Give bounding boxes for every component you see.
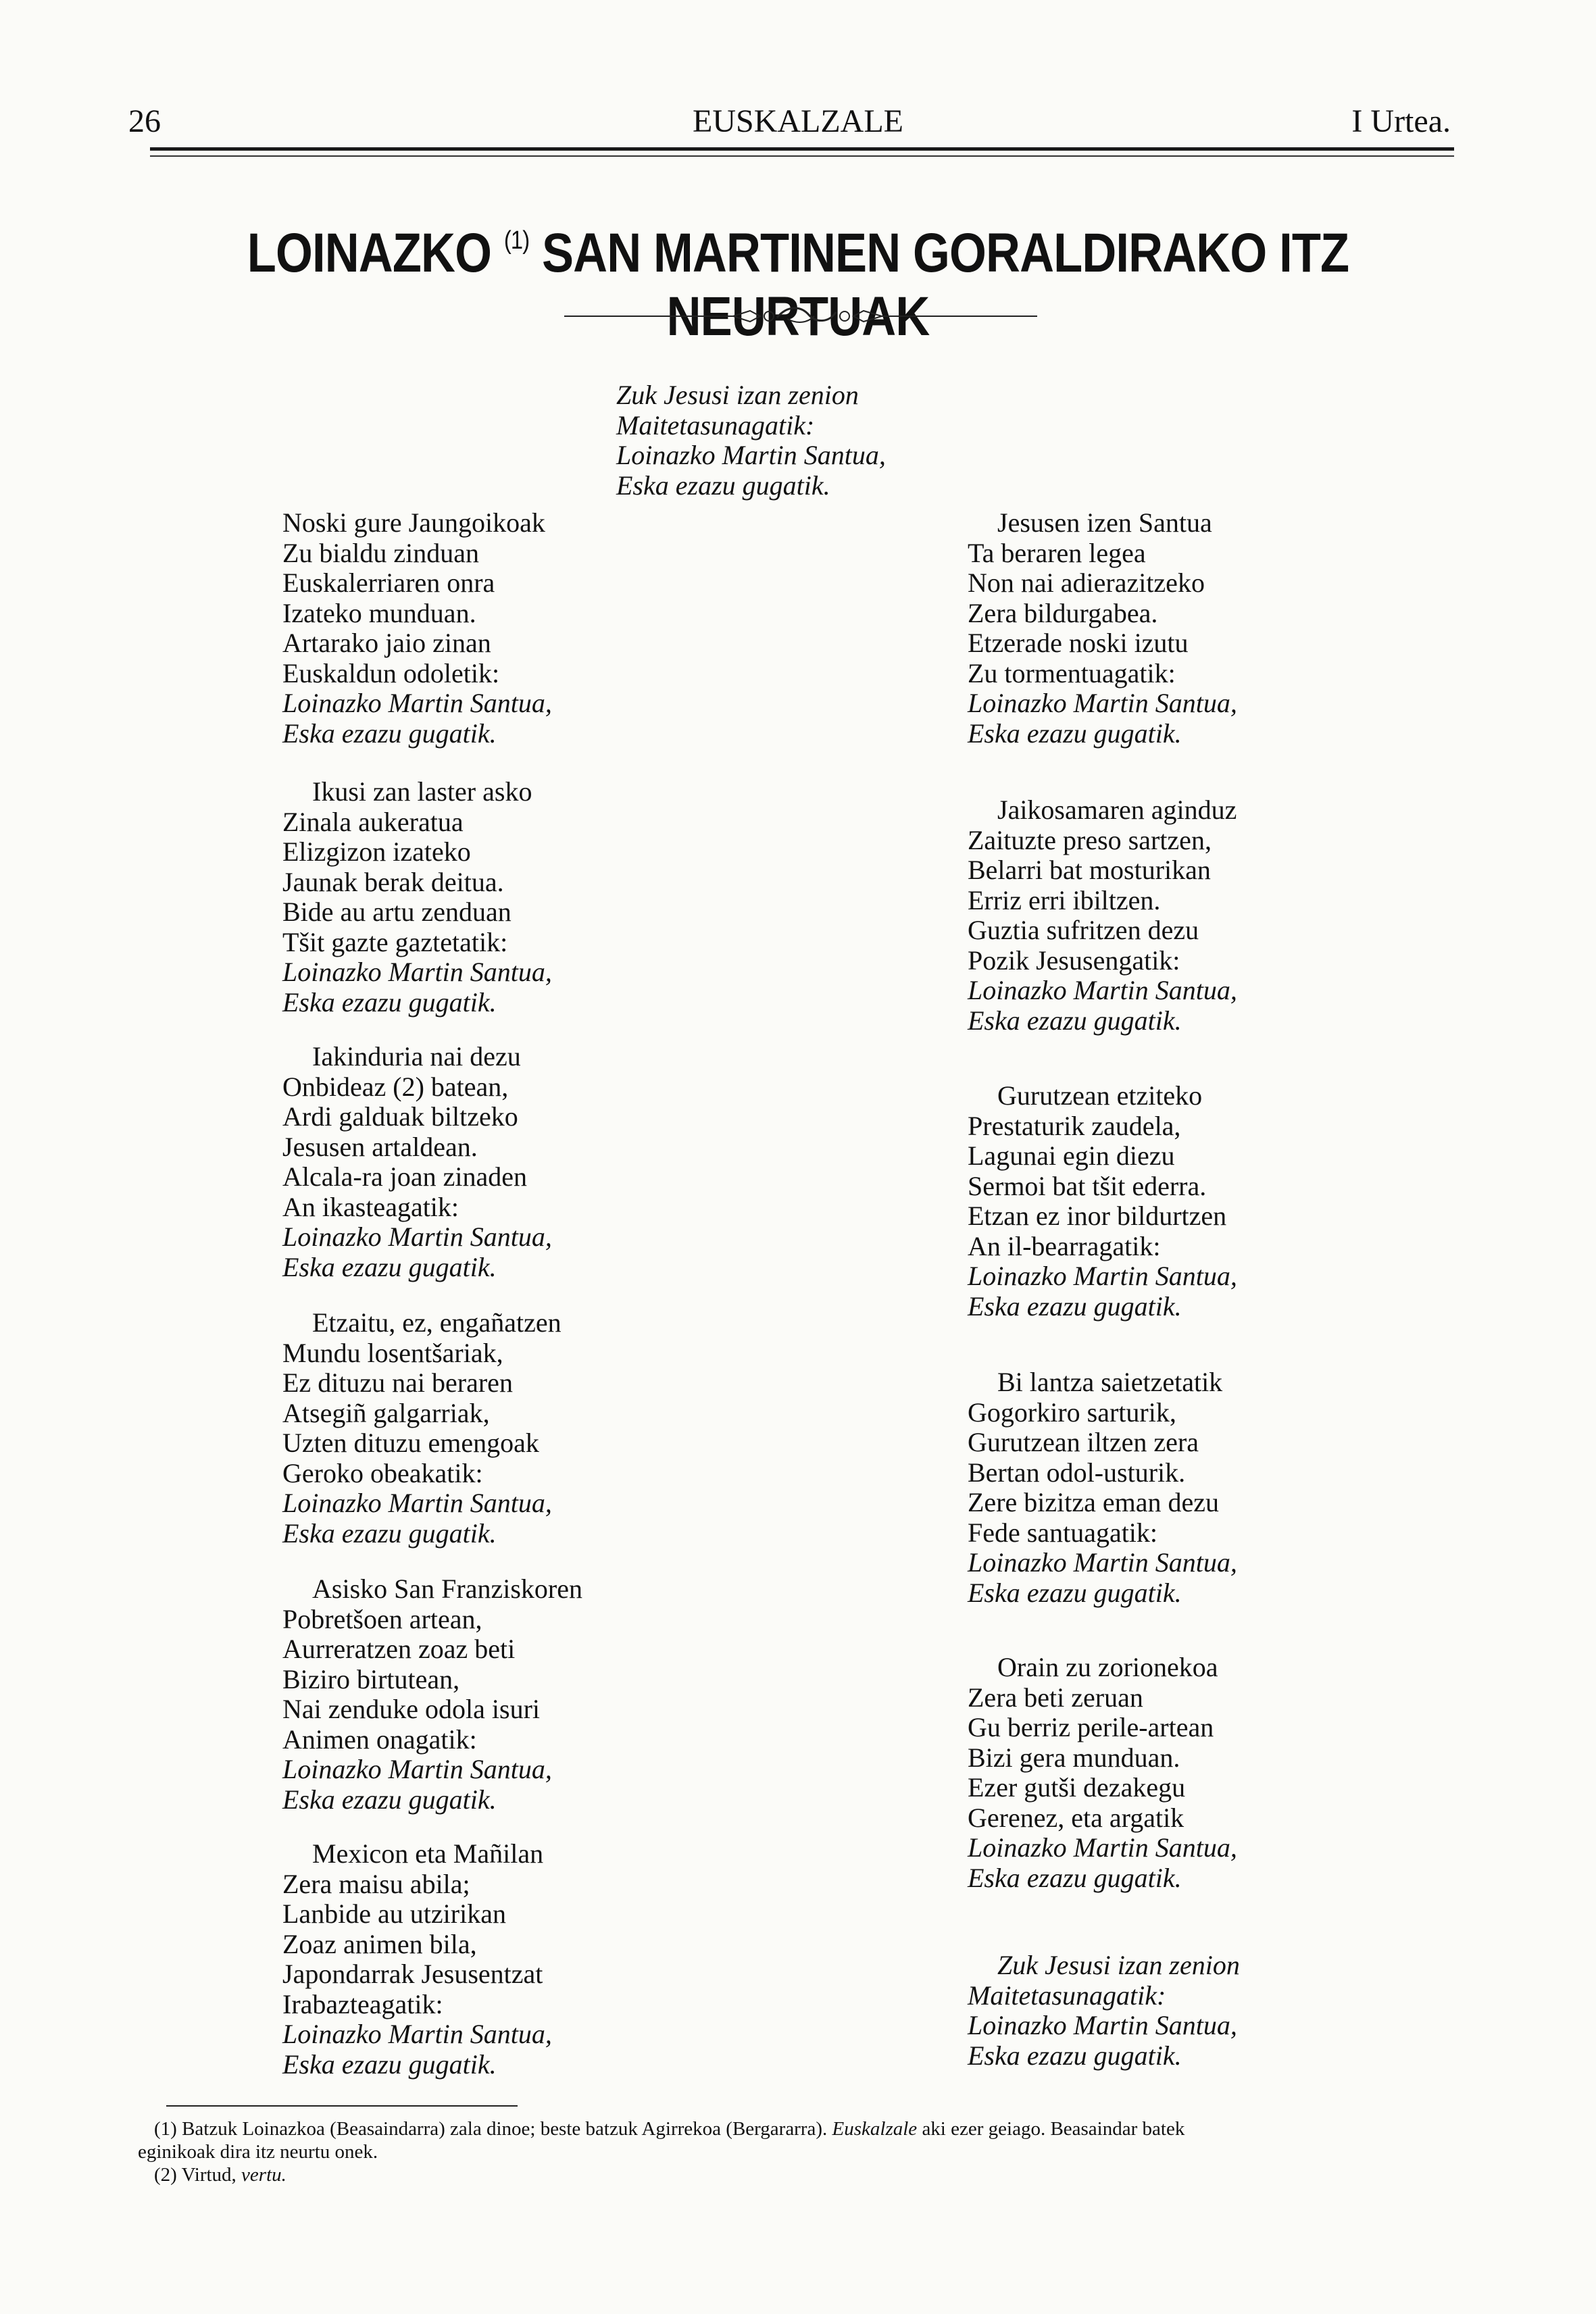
verse-line: Jaunak berak deitua. (282, 866, 504, 897)
verse-line: Jesusen izen Santua (997, 507, 1212, 538)
verse-line: Geroko obeakatik: (282, 1457, 483, 1488)
verse-line: Zinala aukeratua (282, 806, 464, 837)
footnote-1 (154, 2117, 1184, 2140)
verse-line: Mundu losentšariak, (282, 1337, 503, 1368)
footnote-text: Virtud, (181, 2164, 236, 2186)
footnote-2 (154, 2163, 286, 2186)
verse-line: Uzten dituzu emengoak (282, 1428, 539, 1458)
refrain-line: Eska ezazu gugatik. (282, 1517, 497, 1549)
verse-line: Japondarrak Jesusentzat (282, 1959, 543, 1989)
verse-line: Zoaz animen bila, (282, 1928, 477, 1959)
verse-line: Mexicon eta Mañilan (312, 1838, 544, 1869)
stanza-right-2 (968, 795, 1237, 1036)
refrain-line: Eska ezazu gugatik. (968, 1005, 1182, 1036)
verse-line: Gogorkiro sarturik, (968, 1397, 1176, 1428)
refrain-line: Loinazko Martin Santua, (282, 1222, 552, 1252)
verse-line: Lanbide au utzirikan (282, 1898, 506, 1929)
verse-line: Alcala-ra joan zinaden (282, 1161, 528, 1192)
verse-line: Zuk Jesusi izan zenion (616, 380, 859, 410)
refrain-line: Loinazko Martin Santua, (968, 688, 1237, 718)
footnote-rule (166, 2105, 518, 2107)
refrain-line: Eska ezazu gugatik. (968, 1577, 1182, 1608)
footnote-text: vertu. (241, 2164, 286, 2186)
header-rule-thin (150, 155, 1454, 157)
refrain-line: Loinazko Martin Santua, (282, 1754, 552, 1784)
stanza-left-4 (282, 1308, 562, 1549)
verse-line: Euskalerriaren onra (282, 568, 495, 598)
title-note-marker: (1) (503, 226, 530, 255)
verse-line: Prestaturik zaudela, (968, 1110, 1181, 1141)
verse-line: Zera bildurgabea. (968, 597, 1158, 628)
stanza-left-6 (282, 1839, 552, 2080)
refrain-line: Loinazko Martin Santua, (282, 688, 552, 718)
verse-line: Zera beti zeruan (968, 1682, 1143, 1713)
verse-line: Iakinduria nai dezu (312, 1041, 521, 1072)
verse-line: Guztia sufritzen dezu (968, 915, 1199, 945)
verse-line: Ta beraren legea (968, 537, 1146, 568)
verse-line: Euskaldun odoletik: (282, 657, 500, 688)
page-number: 26 (128, 103, 161, 139)
refrain-line: Loinazko Martin Santua, (282, 957, 552, 987)
verse-line: Gerenez, eta argatik (968, 1802, 1184, 1833)
footnote-text: Batzuk Loinazkoa (Beasaindarra) zala dinoe; beste batzuk Agirrekoa (Bergararra). (182, 2118, 828, 2140)
verse-line: Zera maisu abila; (282, 1868, 470, 1899)
verse-line: Ikusi zan laster asko (312, 776, 532, 807)
verse-line: Izateko munduan. (282, 597, 476, 628)
footnote-1-cont (138, 2140, 378, 2163)
ornament-divider (564, 303, 1037, 330)
refrain-line: Eska ezazu gugatik. (282, 718, 497, 749)
verse-line: Zere bizitza eman dezu (968, 1487, 1219, 1517)
verse-line: Ezer gutši dezakegu (968, 1772, 1186, 1803)
stanza-left-2 (282, 777, 552, 1017)
refrain-line: Eska ezazu gugatik. (968, 2040, 1182, 2071)
refrain-line: Loinazko Martin Santua, (968, 1832, 1237, 1863)
verse-line: Pobretšoen artean, (282, 1603, 482, 1634)
refrain-line: Eska ezazu gugatik. (968, 1290, 1182, 1322)
verse-line: Nai zenduke odola isuri (282, 1694, 540, 1724)
verse-line: Onbideaz (2) batean, (282, 1071, 509, 1102)
verse-line: Eska ezazu gugatik. (616, 470, 830, 501)
refrain-line: Eska ezazu gugatik. (282, 1251, 497, 1282)
refrain-line: Eska ezazu gugatik. (282, 1784, 497, 1815)
verse-line: Etzan ez inor bildurtzen (968, 1201, 1227, 1231)
footnote-marker: (1) (154, 2118, 177, 2140)
verse-line: Bizi gera munduan. (968, 1742, 1180, 1773)
refrain-line: Eska ezazu gugatik. (282, 2048, 497, 2080)
verse-line: Aurreratzen zoaz beti (282, 1634, 516, 1664)
stanza-left-3 (282, 1042, 552, 1282)
stanza-right-6 (968, 1951, 1240, 2071)
verse-line: Zaituzte preso sartzen, (968, 824, 1212, 855)
verse-line: Orain zu zorionekoa (997, 1652, 1218, 1682)
verse-line: Asisko San Franziskoren (312, 1574, 582, 1604)
verse-line: Etzaitu, ez, engañatzen (312, 1307, 562, 1338)
verse-line: Noski gure Jaungoikoak (282, 507, 545, 538)
verse-line: Artarako jaio zinan (282, 628, 491, 658)
verse-line: Bi lantza saietzetatik (997, 1367, 1223, 1397)
verse-line: Zu tormentuagatik: (968, 657, 1176, 688)
footnote-text: eginikoak dira itz neurtu onek. (138, 2141, 378, 2163)
verse-line: Gu berriz perile-artean (968, 1712, 1214, 1742)
stanza-right-4 (968, 1367, 1237, 1608)
verse-line: Gurutzean iltzen zera (968, 1427, 1199, 1457)
stanza-right-3 (968, 1081, 1237, 1322)
verse-line: An il-bearragatik: (968, 1230, 1161, 1261)
refrain-line: Loinazko Martin Santua, (282, 2019, 552, 2049)
verse-line: Atsegiñ galgarriak, (282, 1397, 490, 1428)
refrain-line: Eska ezazu gugatik. (968, 1862, 1182, 1893)
verse-line: Elizgizon izateko (282, 836, 471, 867)
verse-line: Tšit gazte gaztetatik: (282, 926, 508, 957)
verse-line: Non nai adierazitzeko (968, 568, 1205, 598)
verse-line: Zu bialdu zinduan (282, 537, 480, 568)
verse-line: Erriz erri ibiltzen. (968, 884, 1161, 915)
refrain-line: Loinazko Martin Santua, (968, 2010, 1237, 2040)
verse-line: Maitetasunagatik: (968, 1980, 1166, 2011)
verse-line: Etzerade noski izutu (968, 628, 1189, 658)
stanza-right-1 (968, 508, 1237, 749)
verse-line: Ardi galduak biltzeko (282, 1101, 518, 1132)
stanza-left-1 (282, 508, 552, 749)
verse-line: Belarri bat mosturikan (968, 855, 1211, 885)
verse-line: Irabazteagatik: (282, 1988, 443, 2019)
refrain-line: Loinazko Martin Santua, (968, 1261, 1237, 1291)
verse-line: Fede santuagatik: (968, 1517, 1158, 1548)
verse-line: Jaikosamaren aginduz (997, 795, 1237, 825)
verse-line: Ez dituzu nai beraren (282, 1367, 513, 1398)
header-rule (150, 147, 1454, 151)
verse-line: Gurutzean etziteko (997, 1080, 1203, 1111)
refrain-line: Eska ezazu gugatik. (968, 718, 1182, 749)
refrain-line: Loinazko Martin Santua, (968, 1547, 1237, 1578)
refrain-line: Loinazko Martin Santua, (282, 1488, 552, 1518)
verse-line: An ikasteagatik: (282, 1191, 459, 1222)
verse-line: Pozik Jesusengatik: (968, 945, 1180, 976)
verse-line: Loinazko Martin Santua, (616, 440, 886, 470)
verse-line: Biziro birtutean, (282, 1663, 460, 1694)
footnote-marker: (2) (154, 2164, 177, 2186)
volume-label: I Urtea. (1351, 103, 1451, 139)
refrain-line: Eska ezazu gugatik. (282, 986, 497, 1017)
verse-line: Animen onagatik: (282, 1724, 477, 1755)
title-word: LOINAZKO (247, 222, 492, 284)
verse-line: Jesusen artaldean. (282, 1131, 478, 1162)
refrain-line: Loinazko Martin Santua, (968, 975, 1237, 1005)
running-title: EUSKALZALE (693, 103, 903, 139)
verse-line: Bertan odol-usturik. (968, 1457, 1186, 1488)
verse-line: Maitetasunagatik: (616, 409, 815, 441)
verse-line: Bide au artu zenduan (282, 897, 512, 927)
stanza-left-5 (282, 1574, 582, 1815)
footnote-text: aki ezer geiago. Beasaindar batek (922, 2118, 1185, 2140)
title-rest: SAN MARTINEN GORALDIRAKO ITZ NEURTUAK (541, 222, 1349, 347)
verse-line: Sermoi bat tšit ederra. (968, 1170, 1207, 1201)
verse-line: Zuk Jesusi izan zenion (997, 1950, 1240, 1980)
verse-line: Lagunai egin diezu (968, 1140, 1175, 1171)
footnote-source: Euskalzale (832, 2118, 918, 2140)
stanza-intro (616, 380, 886, 501)
stanza-right-5 (968, 1653, 1237, 1893)
